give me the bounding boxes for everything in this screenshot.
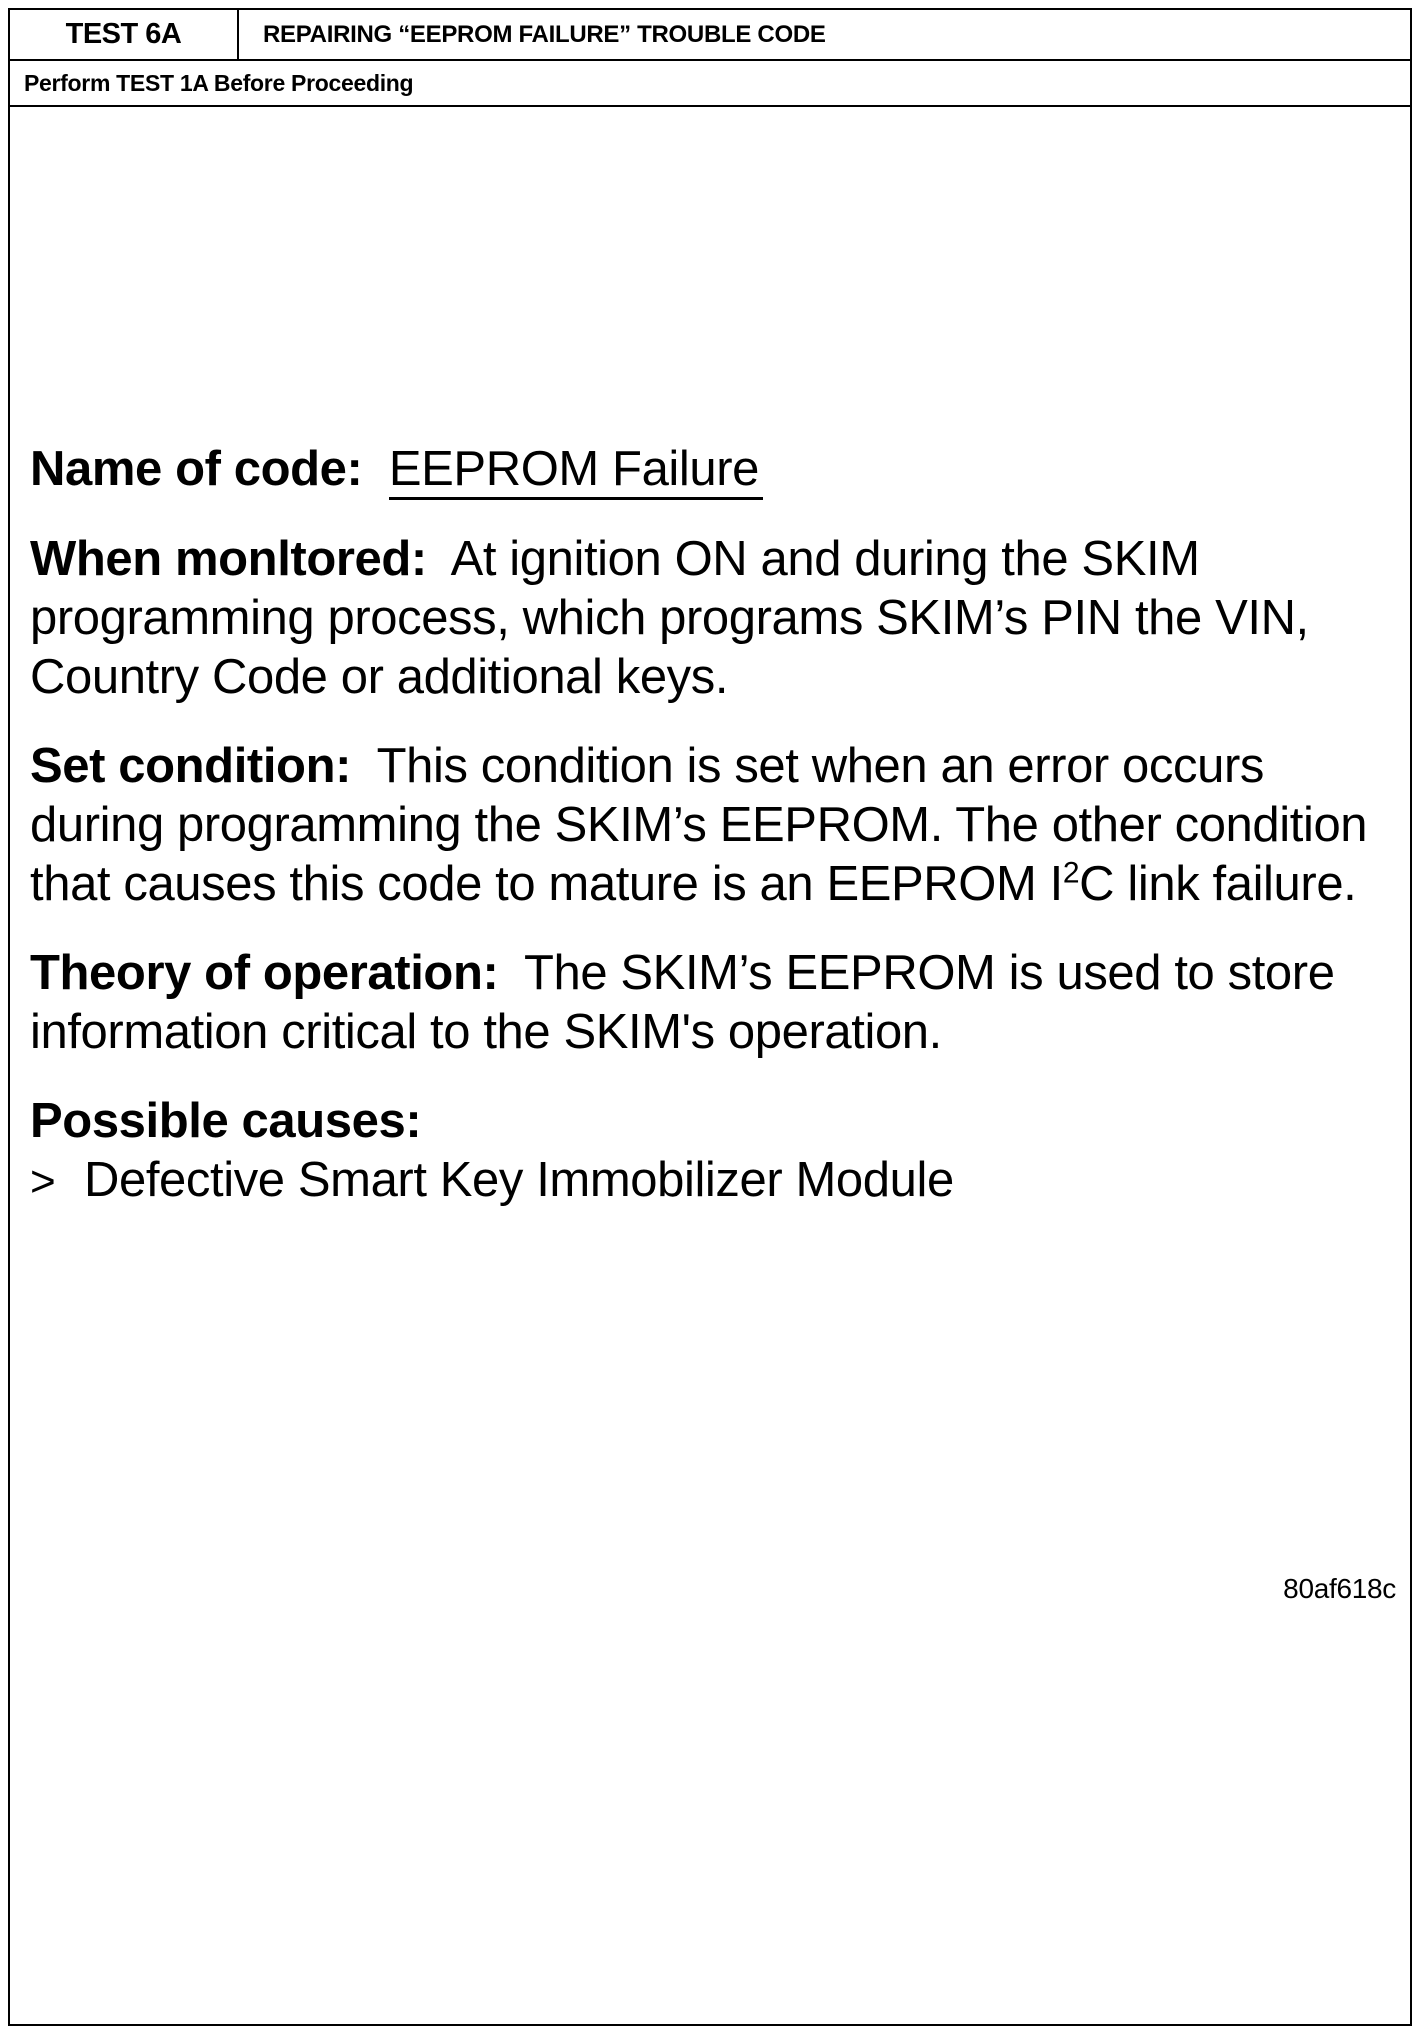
- possible-causes-section: [30, 1092, 1406, 1211]
- possible-causes-label: Possible causes:: [30, 1094, 422, 1148]
- set-condition-section: [30, 737, 1406, 914]
- name-of-code-label: Name of code:: [30, 442, 363, 496]
- possible-cause-text: Defective Smart Key Immobilizer Module: [84, 1153, 954, 1207]
- test-id: TEST 6A: [10, 10, 239, 59]
- test-title: REPAIRING “EEPROM FAILURE” TROUBLE CODE: [263, 21, 826, 48]
- name-of-code-section: [30, 440, 1406, 500]
- figure-id: 80af618c: [1283, 1573, 1396, 1604]
- set-condition-label: Set condition:: [30, 739, 352, 793]
- header-title-row: [10, 10, 1410, 61]
- header-prerequisite-row: [10, 61, 1410, 107]
- when-monitored-section: [30, 530, 1406, 707]
- set-condition-tail-superscript: 2: [1062, 856, 1080, 890]
- when-monitored-label: When monltored:: [30, 532, 427, 586]
- theory-of-operation-label: Theory of operation:: [30, 946, 499, 1000]
- list-item: [30, 1151, 1406, 1211]
- set-condition-tail-suffix: C link failure.: [1079, 857, 1357, 911]
- test-content: [30, 440, 1406, 1211]
- name-of-code-value: EEPROM Failure: [389, 441, 763, 500]
- set-condition-text: This condition is set when an error occurs during programming the SKIM’s EEPROM. The other condition that causes this code to mature is an EEPROM: [30, 739, 1368, 911]
- set-condition-tail-prefix: I: [1049, 857, 1063, 911]
- page-frame: [8, 8, 1412, 2026]
- theory-of-operation-text: The SKIM’s EEPROM is used to store information critical to the SKIM's operation.: [30, 946, 1335, 1059]
- theory-of-operation-section: [30, 944, 1406, 1062]
- prerequisite-note: Perform TEST 1A Before Proceeding: [24, 70, 414, 96]
- when-monitored-text: At ignition ON and during the SKIM programming process, which programs SKIM’s PIN the VIN, Country Code or additional keys.: [30, 532, 1309, 704]
- bullet-marker: >: [30, 1157, 56, 1206]
